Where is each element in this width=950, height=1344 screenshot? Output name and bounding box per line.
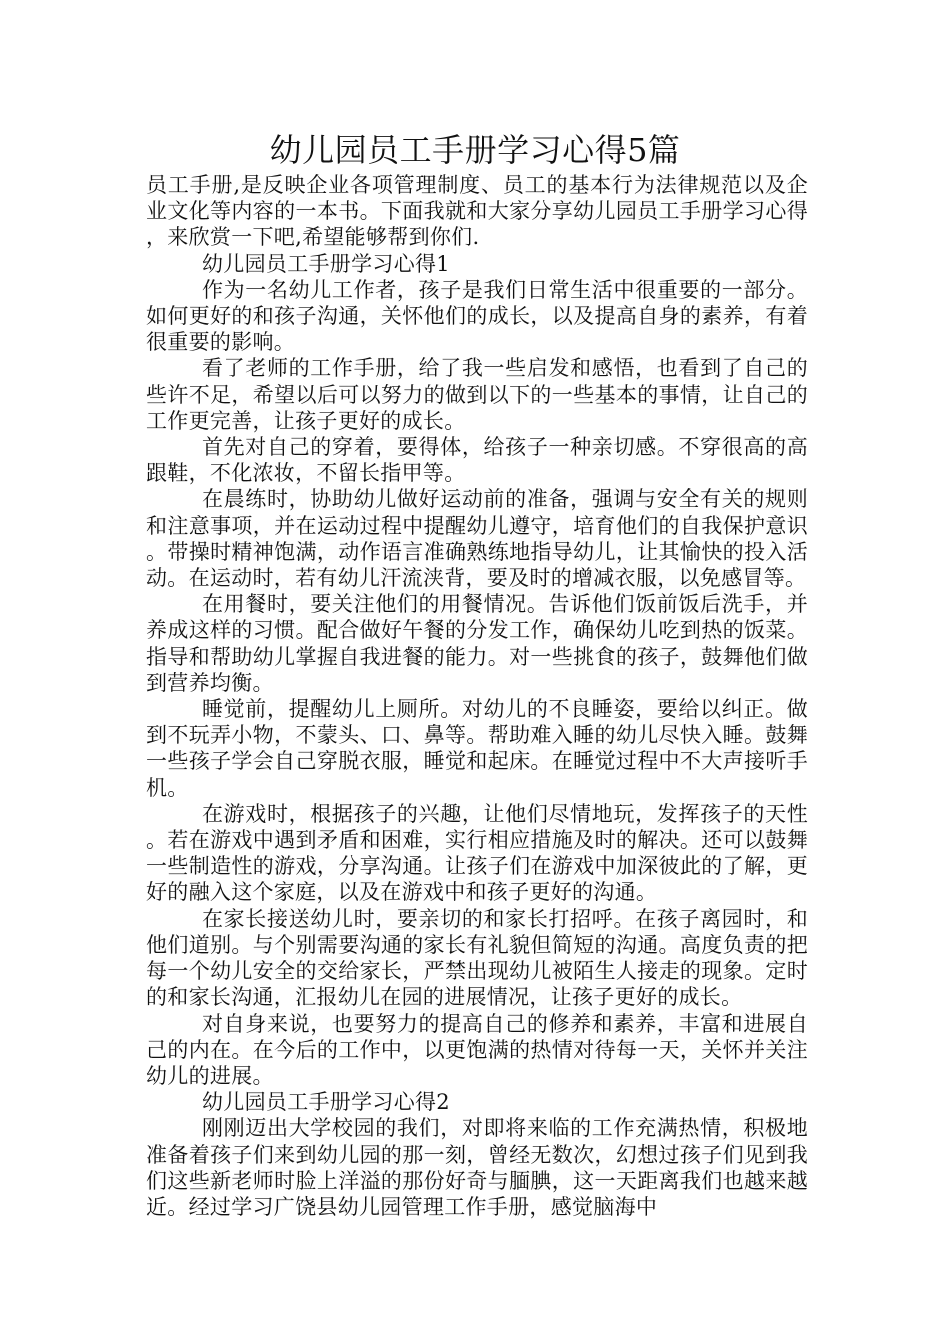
paragraph: 看了老师的工作手册，给了我一些启发和感悟，也看到了自己的些许不足，希望以后可以努力的做到以下的一些基本的事情，让自己的工作更完善，让孩子更好的成长。 — [146, 356, 808, 433]
paragraph: 对自身来说，也要努力的提高自己的修养和素养，丰富和进展自己的内在。在今后的工作中，以更饱满的热情对待每一天，关怀并关注幼儿的进展。 — [146, 1011, 808, 1088]
paragraph: 作为一名幼儿工作者，孩子是我们日常生活中很重要的一部分。如何更好的和孩子沟通，关怀他们的成长，以及提高自身的素养，有着很重要的影响。 — [146, 277, 808, 355]
paragraph: 在家长接送幼儿时，要亲切的和家长打招呼。在孩子离园时，和他们道别。与个别需要沟通的家长有礼貌但简短的沟通。高度负责的把每一个幼儿安全的交给家长，严禁出现幼儿被陌生人接走的现象。定时的和家长沟通，汇报幼儿在园的进展情况，让孩子更好的成长。 — [146, 906, 808, 1010]
paragraph: 首先对自己的穿着，要得体，给孩子一种亲切感。不穿很高的高跟鞋，不化浓妆，不留长指甲等。 — [146, 435, 808, 486]
section-heading-2: 幼儿园员工手册学习心得2 — [202, 1090, 450, 1115]
document-title: 幼儿园员工手册学习心得5篇 — [269, 131, 681, 169]
section-heading-1: 幼儿园员工手册学习心得1 — [202, 251, 450, 276]
paragraph: 在游戏时，根据孩子的兴趣，让他们尽情地玩，发挥孩子的天性。若在游戏中遇到矛盾和困难，实行相应措施及时的解决。还可以鼓舞一些制造性的游戏，分享沟通。让孩子们在游戏中加深彼此的了解，更好的融入这个家庭，以及在游戏中和孩子更好的沟通。 — [146, 801, 808, 905]
paragraph: 在用餐时，要关注他们的用餐情况。告诉他们饭前饭后洗手，并养成这样的习惯。配合做好午餐的分发工作，确保幼儿吃到热的饭菜。指导和帮助幼儿掌握自我进餐的能力。对一些挑食的孩子，鼓舞他们做到营养均衡。 — [146, 592, 808, 695]
document-body — [146, 172, 808, 1220]
intro-paragraph: 员工手册,是反映企业各项管理制度、员工的基本行为法律规范以及企业文化等内容的一本书。下面我就和大家分享幼儿园员工手册学习心得，来欣赏一下吧,希望能够帮到你们. — [146, 173, 808, 250]
paragraph: 睡觉前，提醒幼儿上厕所。对幼儿的不良睡姿，要给以纠正。做到不玩弄小物，不蒙头、口、鼻等。帮助难入睡的幼儿尽快入睡。鼓舞一些孩子学会自己穿脱衣服，睡觉和起床。在睡觉过程中不大声接听手机。 — [146, 697, 808, 800]
paragraph: 在晨练时，协助幼儿做好运动前的准备，强调与安全有关的规则和注意事项，并在运动过程中提醒幼儿遵守，培育他们的自我保护意识。带操时精神饱满，动作语言准确熟练地指导幼儿，让其愉快的投入活动。在运动时，若有幼儿汗流浃背，要及时的增减衣服，以免感冒等。 — [146, 487, 808, 591]
paragraph: 刚刚迈出大学校园的我们，对即将来临的工作充满热情，积极地准备着孩子们来到幼儿园的那一刻，曾经无数次，幻想过孩子们见到我们这些新老师时脸上洋溢的那份好奇与腼腆，这一天距离我们也越来越近。经过学习广饶县幼儿园管理工作手册，感觉脑海中 — [146, 1116, 808, 1219]
